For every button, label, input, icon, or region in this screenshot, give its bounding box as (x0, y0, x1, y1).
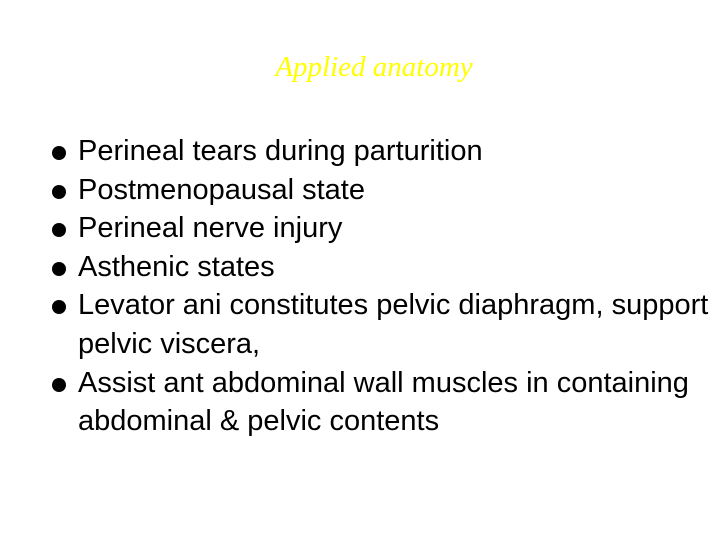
bullet-item (52, 132, 712, 171)
bullet-text: Perineal nerve injury (78, 212, 343, 245)
slide-title: Applied anatomy (275, 51, 473, 83)
bullet-icon (52, 378, 66, 392)
slide-title-container (0, 49, 720, 85)
bullet-text: Asthenic states (78, 250, 275, 283)
bullet-list (52, 132, 712, 441)
bullet-item (52, 364, 712, 441)
bullet-icon (52, 300, 66, 314)
bullet-item (52, 286, 712, 363)
bullet-text: Perineal tears during parturition (78, 135, 483, 167)
bullet-icon (52, 185, 66, 199)
bullet-icon (52, 223, 66, 237)
bullet-item (52, 248, 712, 287)
bullet-icon (52, 146, 66, 160)
bullet-item (52, 209, 712, 248)
bullet-icon (52, 262, 66, 276)
bullet-text: Postmenopausal state (78, 173, 365, 206)
bullet-item (52, 171, 712, 210)
bullet-text: Levator ani constitutes pelvic diaphragm, support pelvic viscera, (78, 289, 709, 360)
bullet-text: Assist ant abdominal wall muscles in containing abdominal & pelvic contents (78, 366, 689, 438)
